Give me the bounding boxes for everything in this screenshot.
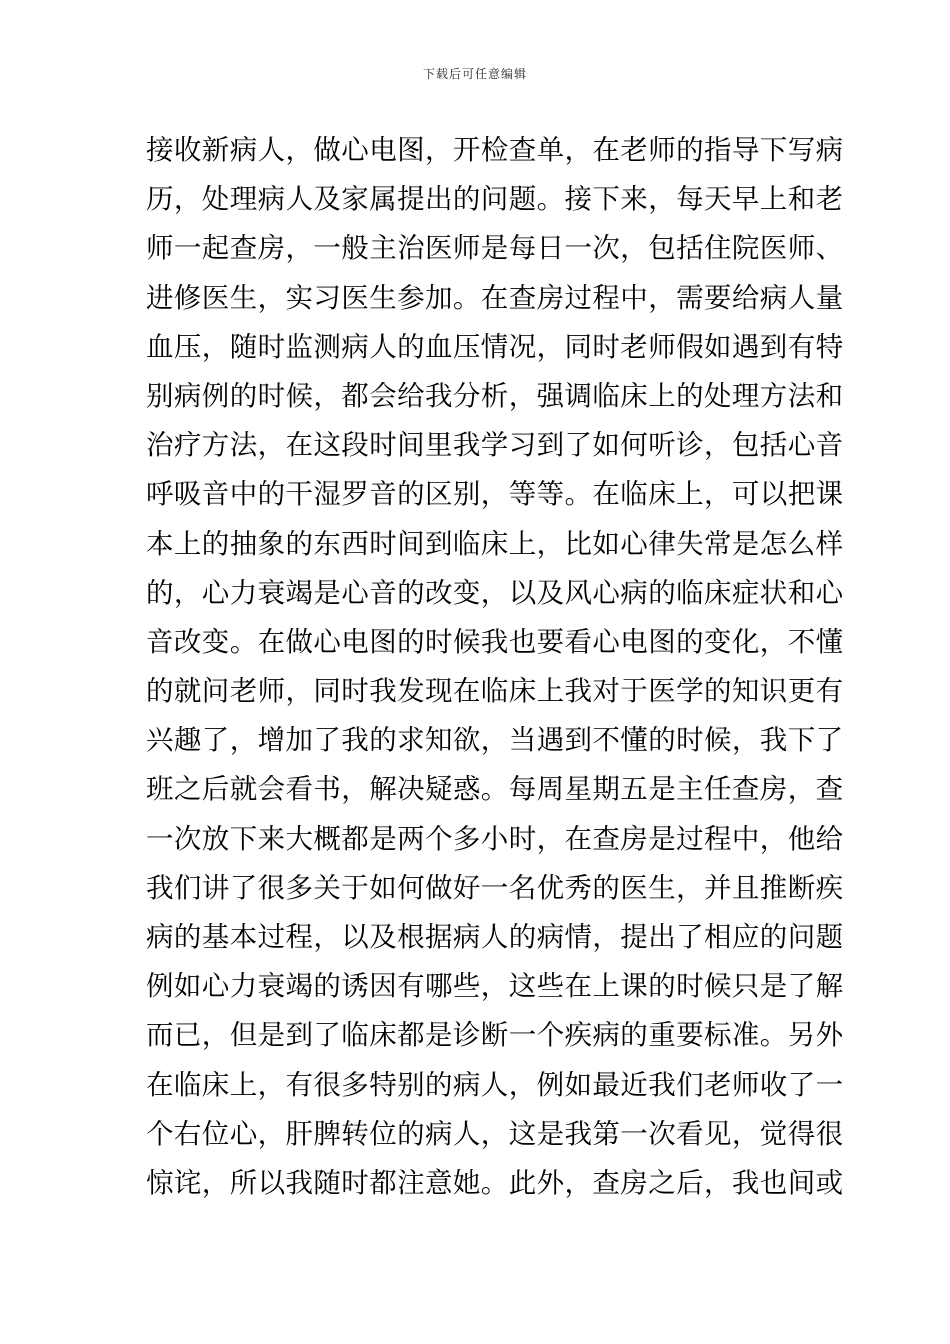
text-line: 我们讲了很多关于如何做好一名优秀的医生，并且推断疾 — [146, 871, 844, 904]
text-line: 进修医生，实习医生参加。在查房过程中，需要给病人量 — [146, 281, 844, 314]
text-line: 本上的抽象的东西时间到临床上，比如心律失常是怎么样 — [146, 527, 844, 560]
text-line: 历，处理病人及家属提出的问题。接下来，每天早上和老 — [146, 183, 844, 216]
text-line: 班之后就会看书，解决疑惑。每周星期五是主任查房，查 — [146, 773, 844, 806]
body-paragraph — [146, 126, 844, 1208]
text-line: 别病例的时候，都会给我分析，强调临床上的处理方法和 — [146, 379, 844, 412]
text-line: 师一起查房，一般主治医师是每日一次，包括住院医师、 — [146, 232, 844, 265]
text-line: 而已，但是到了临床都是诊断一个疾病的重要标准。另外 — [146, 1019, 844, 1052]
text-line: 在临床上，有很多特别的病人，例如最近我们老师收了一 — [146, 1068, 844, 1101]
page-header: 下载后可任意编辑 — [422, 67, 527, 81]
text-line: 兴趣了，增加了我的求知欲，当遇到不懂的时候，我下了 — [146, 724, 844, 757]
text-line: 一次放下来大概都是两个多小时，在查房是过程中，他给 — [146, 822, 844, 855]
text-line: 惊诧，所以我随时都注意她。此外，查房之后，我也间或 — [146, 1166, 844, 1199]
text-line: 病的基本过程，以及根据病人的病情，提出了相应的问题 — [146, 921, 844, 953]
text-line: 治疗方法，在这段时间里我学习到了如何听诊，包括心音 — [146, 429, 844, 462]
text-line: 例如心力衰竭的诱因有哪些，这些在上课的时候只是了解 — [146, 970, 844, 1003]
text-line: 接收新病人，做心电图，开检查单，在老师的指导下写病 — [146, 134, 844, 166]
text-line: 个右位心，肝脾转位的病人，这是我第一次看见，觉得很 — [146, 1117, 844, 1150]
text-line: 呼吸音中的干湿罗音的区别，等等。在临床上，可以把课 — [146, 478, 844, 511]
text-line: 音改变。在做心电图的时候我也要看心电图的变化，不懂 — [146, 625, 844, 658]
text-line: 的，心力衰竭是心音的改变，以及风心病的临床症状和心 — [146, 576, 844, 609]
text-line: 的就问老师，同时我发现在临床上我对于医学的知识更有 — [146, 675, 844, 708]
text-line: 血压，随时监测病人的血压情况，同时老师假如遇到有特 — [146, 330, 844, 363]
